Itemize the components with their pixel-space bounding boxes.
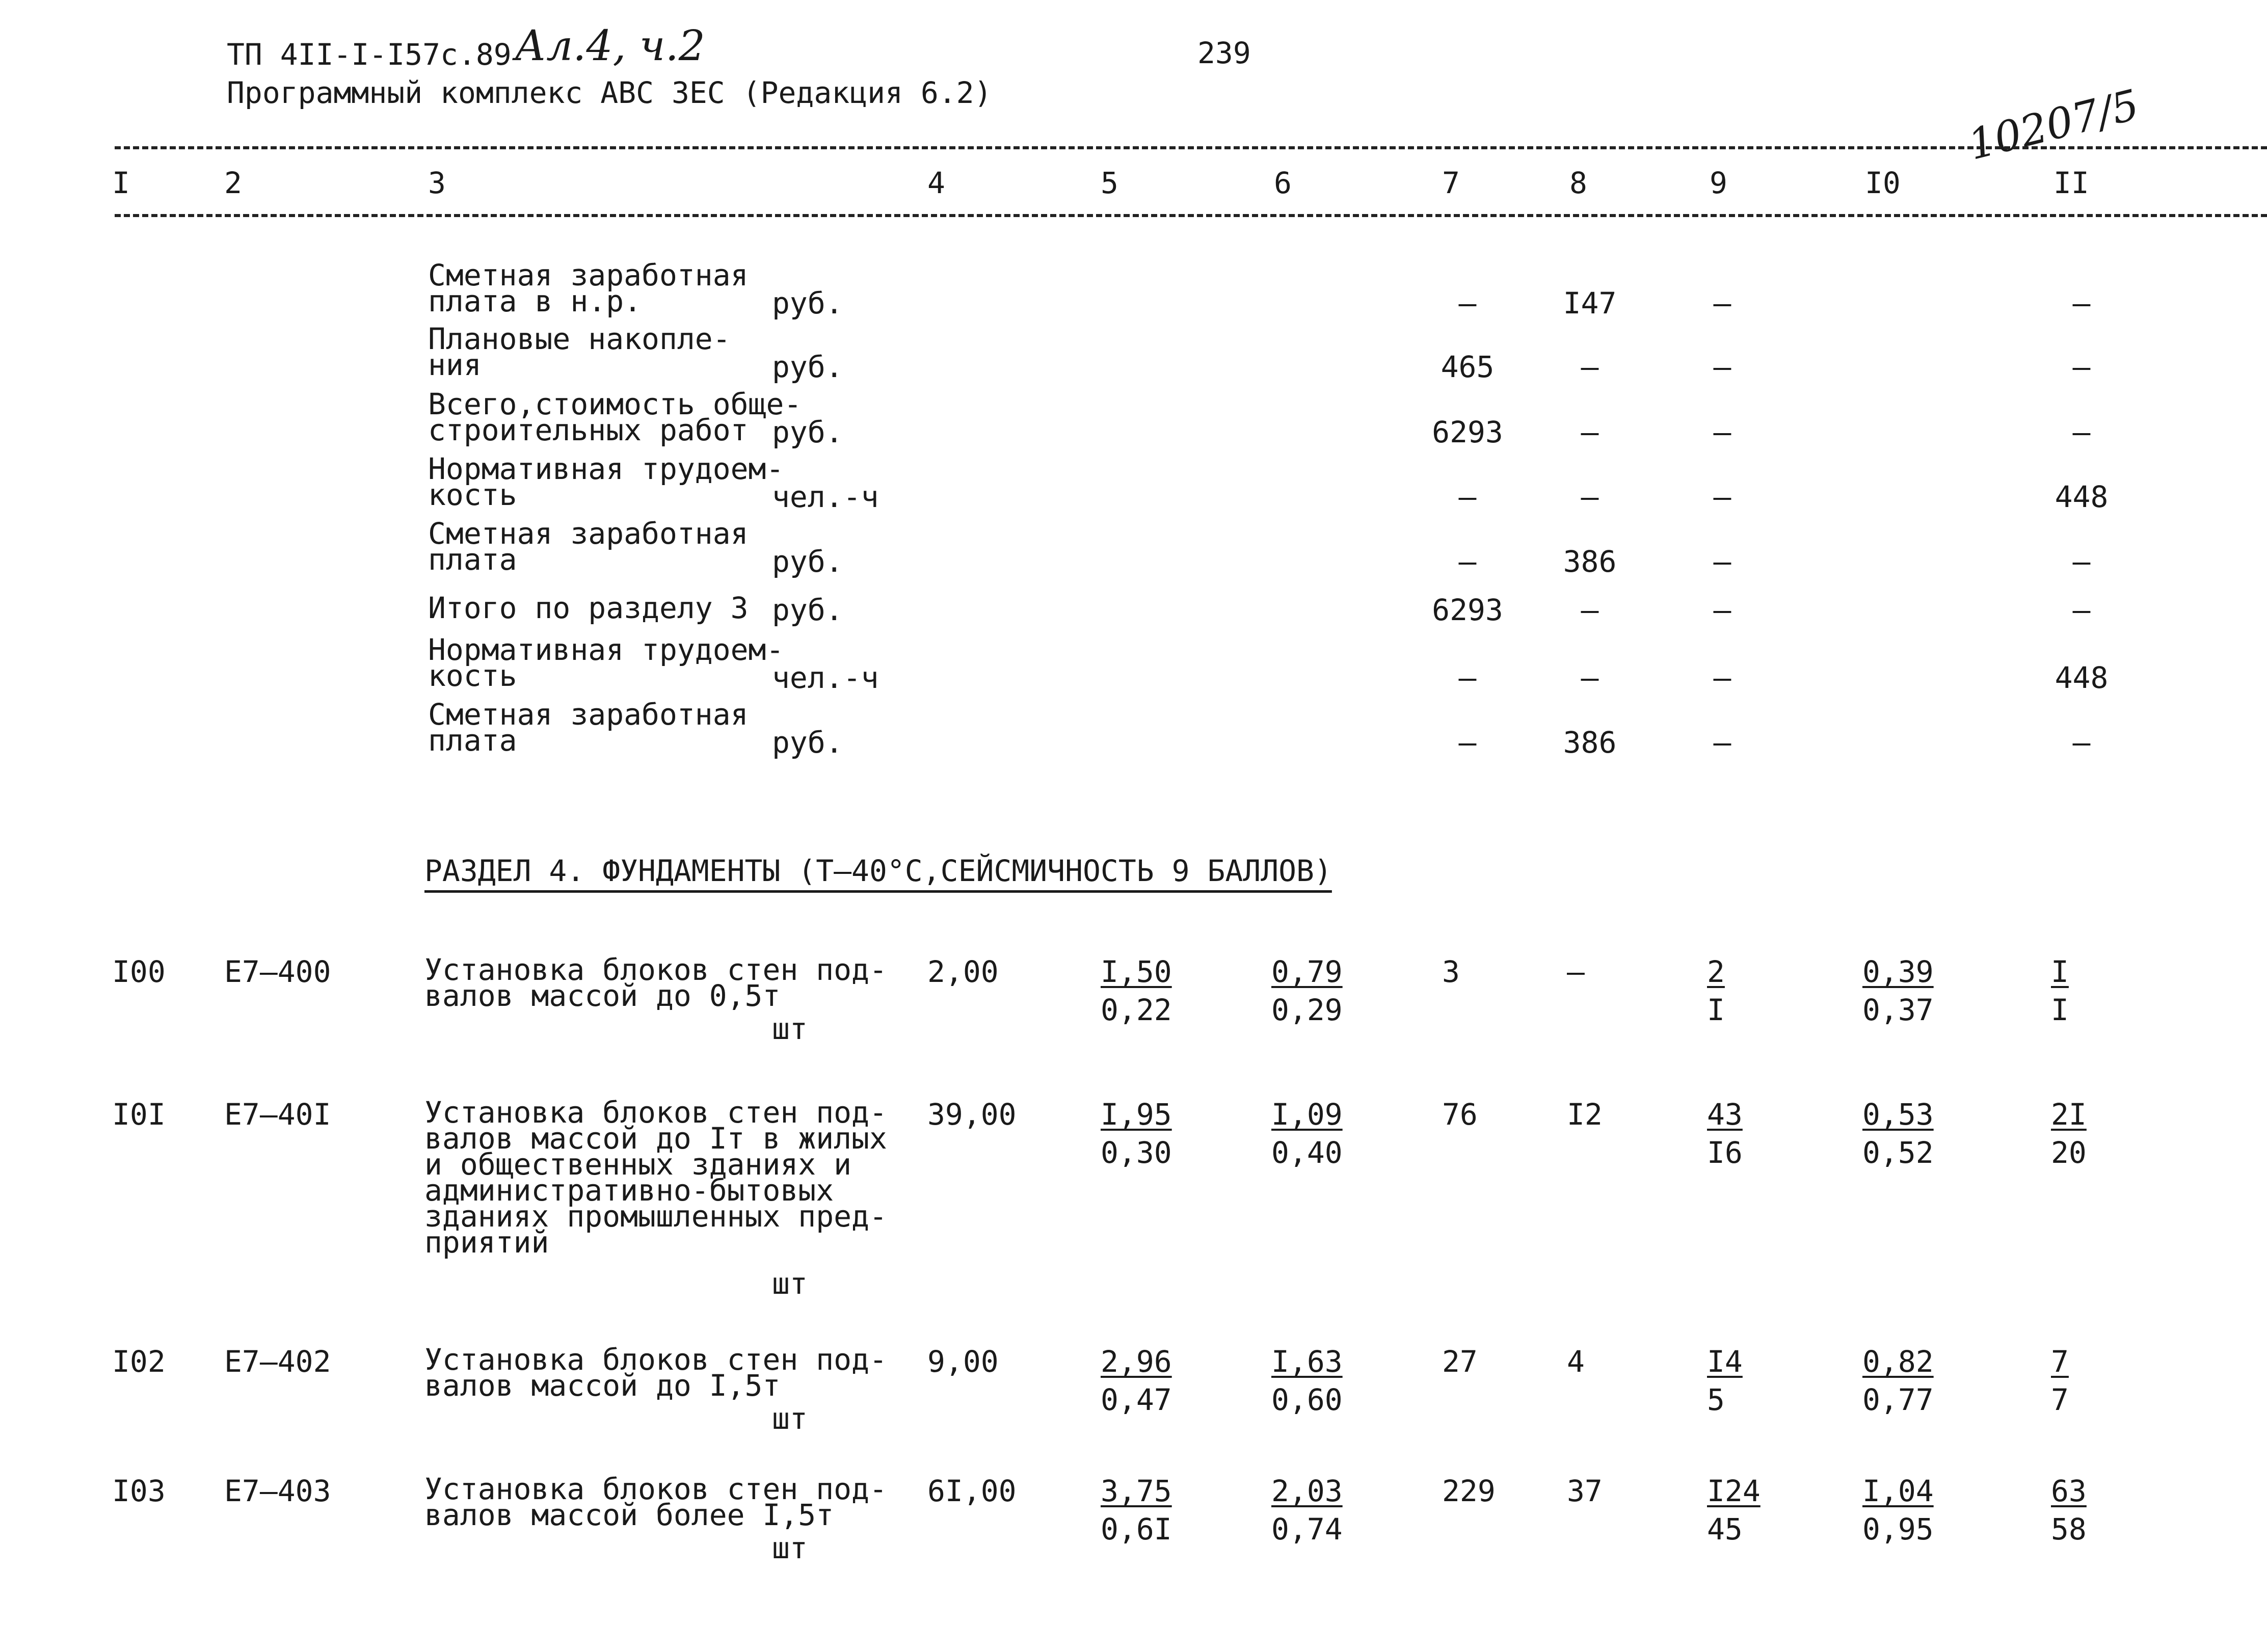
summary-col9: – [1713, 593, 1731, 627]
col6-top: I,63 [1271, 1344, 1343, 1379]
col9-top: I4 [1707, 1344, 1743, 1379]
col10-top: 0,82 [1862, 1344, 1934, 1379]
summary-unit: чел.-ч [772, 660, 879, 695]
summary-col9: – [1713, 415, 1731, 449]
row-quantity: 39,00 [927, 1097, 1017, 1132]
col6-bottom: 0,60 [1271, 1382, 1343, 1417]
summary-col9: – [1713, 660, 1731, 695]
col5-bottom: 0,6I [1101, 1512, 1172, 1547]
column-number: I0 [1865, 166, 1901, 200]
row-unit: шт [772, 1531, 808, 1565]
summary-col11: – [2072, 544, 2091, 579]
summary-col7: – [1458, 725, 1477, 760]
summary-unit: руб. [772, 593, 843, 627]
summary-label: Нормативная трудоем- кость [428, 632, 784, 693]
column-number: 2 [224, 166, 242, 200]
col11-top: 7 [2051, 1344, 2069, 1379]
summary-unit: руб. [772, 544, 843, 579]
col6-bottom: 0,29 [1271, 993, 1343, 1027]
col11-top: I [2051, 954, 2069, 989]
col9-top: I24 [1707, 1474, 1761, 1508]
program-title: Программный комплекс АВС 3ЕС (Редакция 6.2) [227, 75, 992, 110]
col10-top: I,04 [1862, 1474, 1934, 1508]
row-number: I0I [112, 1097, 166, 1132]
col11-top: 63 [2051, 1474, 2087, 1508]
summary-unit: руб. [772, 415, 843, 449]
summary-unit: руб. [772, 286, 843, 321]
column-number: 6 [1274, 166, 1292, 200]
handwritten-reference: Ал.4, ч.2 [515, 22, 705, 70]
col8-value: I2 [1567, 1097, 1603, 1132]
col6-top: I,09 [1271, 1097, 1343, 1132]
row-description: Установка блоков стен под- валов массой до I,5т [424, 1342, 887, 1403]
column-number: 7 [1442, 166, 1460, 200]
col7-value: 3 [1442, 954, 1460, 989]
summary-col7: – [1458, 479, 1477, 514]
col11-top: 2I [2051, 1097, 2087, 1132]
summary-col11: 448 [2055, 660, 2109, 695]
col9-bottom: I [1707, 993, 1725, 1027]
col11-bottom: I [2051, 993, 2069, 1027]
row-description: Установка блоков стен под- валов массой до Iт в жилых и общественных зданиях и административно-бытовых зданиях промышленных пред- приятий [424, 1095, 887, 1260]
row-number: I02 [112, 1344, 166, 1379]
col9-top: 43 [1707, 1097, 1743, 1132]
summary-unit: чел.-ч [772, 479, 879, 514]
col11-bottom: 7 [2051, 1382, 2069, 1417]
summary-label: Сметная заработная плата [428, 516, 749, 577]
col9-bottom: 5 [1707, 1382, 1725, 1417]
col6-top: 2,03 [1271, 1474, 1343, 1508]
col5-bottom: 0,30 [1101, 1135, 1172, 1170]
col8-value: 37 [1567, 1474, 1603, 1508]
header-rule-bottom [115, 214, 2267, 217]
summary-label: Сметная заработная плата [428, 697, 749, 758]
summary-col7: – [1458, 286, 1477, 321]
summary-col9: – [1713, 544, 1731, 579]
summary-col8: I47 [1563, 286, 1617, 321]
row-code: Е7–40I [224, 1097, 331, 1132]
row-quantity: 2,00 [927, 954, 999, 989]
col6-top: 0,79 [1271, 954, 1343, 989]
row-quantity: 9,00 [927, 1344, 999, 1379]
summary-col7: 465 [1441, 350, 1495, 384]
document-code: ТП 4II-I-I57с.89 [227, 37, 512, 72]
summary-unit: руб. [772, 350, 843, 384]
column-number: 9 [1710, 166, 1727, 200]
summary-unit: руб. [772, 725, 843, 760]
row-code: Е7–402 [224, 1344, 331, 1379]
summary-label: Плановые накопле- ния [428, 322, 731, 382]
col9-bottom: 45 [1707, 1512, 1743, 1547]
col10-bottom: 0,95 [1862, 1512, 1934, 1547]
summary-col7: 6293 [1432, 415, 1503, 449]
summary-col9: – [1713, 286, 1731, 321]
summary-col11: – [2072, 286, 2091, 321]
summary-col8: – [1581, 350, 1599, 384]
row-code: Е7–403 [224, 1474, 331, 1508]
summary-col8: – [1581, 415, 1599, 449]
row-quantity: 6I,00 [927, 1474, 1017, 1508]
col7-value: 76 [1442, 1097, 1478, 1132]
col10-bottom: 0,37 [1862, 993, 1934, 1027]
col11-bottom: 58 [2051, 1512, 2087, 1547]
row-unit: шт [772, 1266, 808, 1301]
section-title: РАЗДЕЛ 4. ФУНДАМЕНТЫ (Т–40°С,СЕЙСМИЧНОСТЬ 9 БАЛЛОВ) [424, 854, 1332, 888]
col8-value: 4 [1567, 1344, 1585, 1379]
row-description: Установка блоков стен под- валов массой до 0,5т [424, 952, 887, 1013]
row-description: Установка блоков стен под- валов массой более I,5т [424, 1472, 887, 1532]
col10-top: 0,53 [1862, 1097, 1934, 1132]
summary-label: Всего,стоимость обще- строительных работ [428, 387, 802, 447]
summary-label: Сметная заработная плата в н.р. [428, 258, 749, 318]
col9-bottom: I6 [1707, 1135, 1743, 1170]
col5-bottom: 0,47 [1101, 1382, 1172, 1417]
col10-bottom: 0,52 [1862, 1135, 1934, 1170]
summary-col8: 386 [1563, 544, 1617, 579]
col7-value: 229 [1442, 1474, 1496, 1508]
col9-top: 2 [1707, 954, 1725, 989]
col11-bottom: 20 [2051, 1135, 2087, 1170]
summary-col8: – [1581, 479, 1599, 514]
summary-col9: – [1713, 350, 1731, 384]
column-number: I [112, 166, 130, 200]
summary-col9: – [1713, 479, 1731, 514]
col5-top: I,95 [1101, 1097, 1172, 1132]
column-number: 8 [1569, 166, 1587, 200]
col6-bottom: 0,74 [1271, 1512, 1343, 1547]
page-number: 239 [1197, 36, 1251, 70]
col7-value: 27 [1442, 1344, 1478, 1379]
col10-top: 0,39 [1862, 954, 1934, 989]
col5-top: 3,75 [1101, 1474, 1172, 1508]
summary-col8: 386 [1563, 725, 1617, 760]
col5-bottom: 0,22 [1101, 993, 1172, 1027]
summary-col8: – [1581, 660, 1599, 695]
column-number: 5 [1101, 166, 1118, 200]
row-number: I03 [112, 1474, 166, 1508]
column-number: 3 [428, 166, 446, 200]
summary-col11: – [2072, 593, 2091, 627]
summary-col9: – [1713, 725, 1731, 760]
summary-label: Итого по разделу 3 [428, 591, 749, 625]
header-rule-top [115, 146, 2267, 149]
summary-col7: 6293 [1432, 593, 1503, 627]
col8-value: – [1567, 954, 1585, 989]
column-number: II [2053, 166, 2089, 200]
summary-label: Нормативная трудоем- кость [428, 451, 784, 512]
column-number: 4 [927, 166, 945, 200]
summary-col11: – [2072, 725, 2091, 760]
summary-col11: 448 [2055, 479, 2109, 514]
row-code: Е7–400 [224, 954, 331, 989]
summary-col7: – [1458, 544, 1477, 579]
summary-col11: – [2072, 350, 2091, 384]
col5-top: I,50 [1101, 954, 1172, 989]
summary-col11: – [2072, 415, 2091, 449]
col10-bottom: 0,77 [1862, 1382, 1934, 1417]
row-unit: шт [772, 1011, 808, 1046]
col6-bottom: 0,40 [1271, 1135, 1343, 1170]
row-unit: шт [772, 1401, 808, 1436]
summary-col7: – [1458, 660, 1477, 695]
summary-col8: – [1581, 593, 1599, 627]
handwritten-id: 10207/5 [1963, 81, 2144, 170]
col5-top: 2,96 [1101, 1344, 1172, 1379]
row-number: I00 [112, 954, 166, 989]
